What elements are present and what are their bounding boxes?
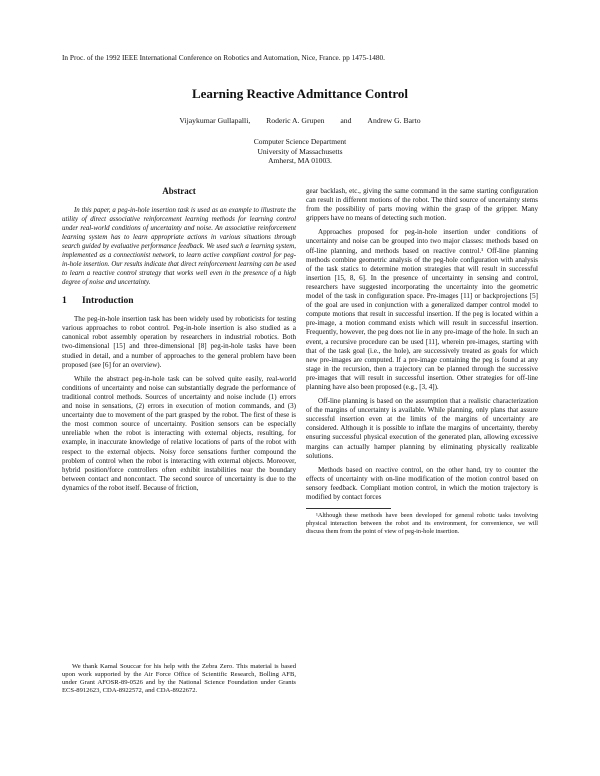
section-number: 1 — [62, 296, 67, 307]
left-column — [62, 187, 296, 498]
intro-paragraph: The peg-in-hole insertion task has been widely used by roboticists for testing various approaches to robot control. Peg-in-hole insertion is also studied as a canonical robot assembly operation by researchers in industrial robotics. Both two-dimensional [15] and three-dimensional [8] peg-in-hole tasks have been studied in detail, and a number of approaches to the general problem have been proposed (see [6] for an overview). — [62, 315, 296, 369]
author-barto: Andrew G. Barto — [367, 116, 421, 125]
paper-title: Learning Reactive Admittance Control — [191, 86, 409, 101]
affiliation-address: Amherst, MA 01003. — [268, 156, 332, 166]
intro-paragraph: While the abstract peg-in-hole task can be solved quite easily, real-world conditions of uncertainty and noise can substantially degrade the performance of traditional control methods. Sources of uncertainty and noise include (1) errors and noise in sensations, (2) errors in execution of motion commands, and (3) uncertainty due to movement of the part grasped by the robot. The first of these is the most common source of uncertainty. Position sensors can be especially unreliable when the robot is interacting with external objects, resulting, for example, in inaccurate knowledge of relative locations of parts of the robot with respect to the external objects. Noisy force sensations further compound the problem of control when the robot is interacting with external objects. Moreover, hybrid position/force controllers often exhibit instabilities near the boundary between contact and noncontact. The second source of uncertainty is due to the dynamics of the robot itself. Because of friction, — [62, 374, 296, 492]
right-column — [306, 187, 538, 536]
abstract-heading: Abstract — [162, 186, 196, 196]
acknowledgement-text: We thank Kamal Souccar for his help with the Zebra Zero. This material is based upon work supported by the Air Force Office of Scientific Research, Bolling AFB, under Grant AFOSR-89-0526 and by the National Science Foundation under Grants ECS-8912623, CDA-8922572, and CDA-8922672. — [62, 663, 296, 695]
body-paragraph: Methods based on reactive control, on the other hand, try to counter the effects of uncertainty with on-line modification of the motion control based on sensory feedback. Compliant motion control, in which the motion trajectory is modified by contact forces — [306, 465, 538, 501]
proceedings-header: In Proc. of the 1992 IEEE International Conference on Robotics and Automation, Nice, France. pp 1475-1480. — [62, 53, 386, 62]
affiliation-university: University of Massachusetts — [257, 146, 343, 156]
section-title: Introduction — [82, 296, 134, 307]
affiliation-department: Computer Science Department — [253, 137, 347, 146]
footnote-divider — [306, 508, 391, 509]
author-grupen: Roderic A. Grupen — [266, 116, 325, 125]
acknowledgement-footnote — [62, 663, 296, 695]
body-paragraph: Off-line planning is based on the assumption that a realistic characterization of the margins of uncertainty is available. While planning, only plans that assure successful insertion even at the limits of the margins of uncertainty are considered. Although it is possible to inflate the margins of uncertainty, thereby ensuring successful physical execution of the generated plan, allowing excessive margins can actually hamper planning by eliminating physically realizable solutions. — [306, 397, 538, 460]
author-list — [0, 116, 600, 125]
affiliation — [0, 137, 600, 166]
section-heading-introduction — [62, 297, 296, 306]
author-gullapalli: Vijaykumar Gullapalli, — [179, 116, 251, 125]
abstract-text: In this paper, a peg-in-hole insertion task is used as an example to illustrate the utility of direct associative reinforcement learning methods for learning control under real-world conditions of uncertainty and noise. An associative reinforcement learning system has to learn appropriate actions in various situations through search guided by evaluative performance feedback. We used such a learning system, implemented as a connectionist network, to learn active compliant control for peg-in-hole insertion. Our results indicate that direct reinforcement learning can be used to learn a reactive control strategy that works well even in the presence of a high degree of noise and uncertainty. — [62, 207, 296, 287]
body-paragraph: Approaches proposed for peg-in-hole insertion under conditions of uncertainty and noise can be grouped into two major classes: methods based on off-line planning, and methods based on reactive control.¹ Off-line planning methods combine geometric analysis of the peg-hole configuration with analysis of the task statics to determine motion strategies that will result in successful insertion [15, 8, 6]. In the presence of uncertainty in sensing and control, researchers have suggested incorporating the uncertainty into the geometric model of the task in configuration space. Pre-images [11] or backprojections [5] of the goal are used in conjunction with a generalized damper control model to compute motions that result in successful insertion. If the peg is located within a pre-image, a motion command exists which will result in successful insertion. Frequently, however, the peg does not lie in any pre-image of the hole. In such an event, a recursive procedure can be used [11], wherein pre-images, starting with that of the task goal (i.e., the hole), are successively treated as goals for which new pre-images are computed. If a pre-image containing the peg is found at any stage in the recursion, then a trajectory can be planned through the successive pre-images that will result in successful insertion. Other strategies for off-line planning have also been proposed (e.g., [3, 4]). — [306, 228, 538, 391]
body-paragraph: gear backlash, etc., giving the same command in the same starting configuration can result in different motions of the robot. The third source of uncertainty stems from the possibility of parts moving within the grasp of the gripper. Many grippers have no means of detecting such motion. — [306, 187, 538, 223]
author-conjunction: and — [340, 116, 352, 125]
footnote — [306, 512, 538, 536]
footnote-text: ¹Although these methods have been developed for general robotic tasks involving physical interaction between the robot and its environment, for convenience, we will discuss them from the point of view of peg-in-hole insertion. — [306, 512, 538, 536]
